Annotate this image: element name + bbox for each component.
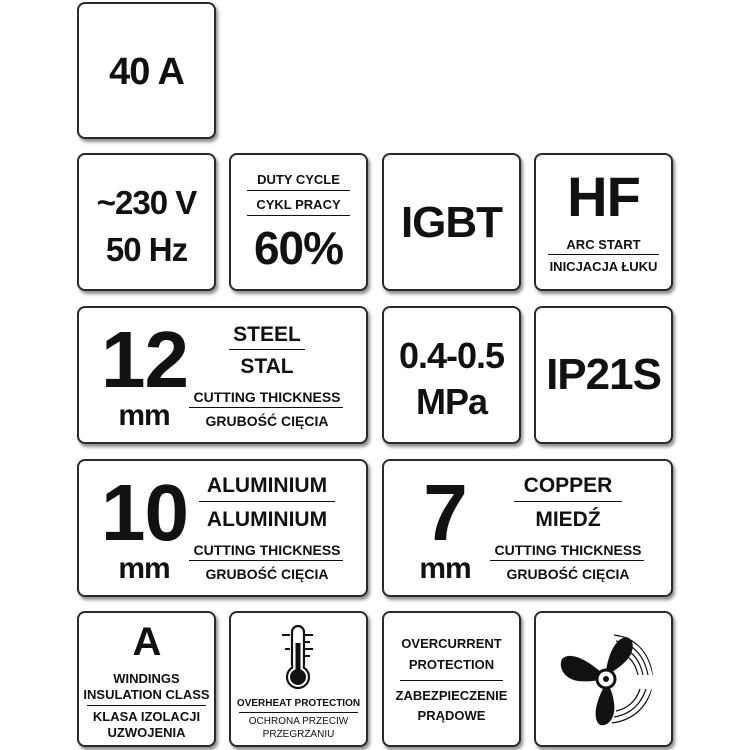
aluminium-divider-1: [199, 501, 335, 502]
aluminium-number: 10: [101, 468, 188, 557]
steel-material-pl: STAL: [240, 355, 294, 378]
pressure-value: 0.4-0.5: [398, 335, 505, 376]
copper-material-pl: MIEDŹ: [535, 508, 601, 531]
steel-divider-2: [189, 407, 343, 408]
copper-caption-pl: GRUBOŚĆ CIĘCIA: [506, 566, 630, 582]
steel-divider-1: [229, 349, 305, 350]
overcurrent-label-en-1: OVERCURRENT: [401, 636, 502, 651]
pressure-tile: [382, 306, 521, 444]
hf-divider: [548, 254, 659, 255]
insulation-value: A: [132, 620, 161, 664]
copper-material-en: COPPER: [523, 474, 613, 497]
copper-tile: [382, 459, 673, 597]
protection-tile: [534, 306, 673, 444]
overheat-tile: [229, 611, 368, 747]
hf-tile: [534, 153, 673, 291]
current-tile: [77, 2, 216, 139]
technology-value: IGBT: [400, 198, 503, 247]
overheat-divider: [239, 712, 358, 713]
steel-tile: [77, 306, 368, 444]
duty-cycle-tile: [229, 153, 368, 291]
supply-tile: [77, 153, 216, 291]
overcurrent-label-pl-2: PRĄDOWE: [417, 708, 486, 723]
technology-tile: [382, 153, 521, 291]
copper-divider-2: [490, 560, 644, 561]
steel-material-en: STEEL: [233, 323, 301, 346]
aluminium-caption-en: CUTTING THICKNESS: [193, 542, 341, 558]
aluminium-divider-2: [189, 560, 343, 561]
copper-caption-en: CUTTING THICKNESS: [494, 542, 642, 558]
duty-cycle-value: 60%: [253, 222, 344, 274]
duty-cycle-divider-1: [247, 190, 350, 191]
fan-icon: [556, 629, 656, 729]
protection-value: IP21S: [546, 350, 661, 399]
supply-frequency: 50 Hz: [105, 231, 188, 268]
overcurrent-tile: [382, 611, 521, 747]
overcurrent-divider: [400, 680, 503, 681]
steel-caption-en: CUTTING THICKNESS: [193, 389, 341, 405]
copper-number: 7: [423, 468, 467, 557]
aluminium-tile: [77, 459, 368, 597]
aluminium-unit: mm: [118, 552, 170, 585]
overcurrent-label-en-2: PROTECTION: [408, 657, 495, 672]
overheat-label-pl-1: OCHRONA PRZECIW: [248, 716, 349, 727]
aluminium-material-en: ALUMINIUM: [206, 474, 328, 497]
aluminium-caption-pl: GRUBOŚĆ CIĘCIA: [205, 566, 329, 582]
duty-cycle-divider-2: [247, 215, 350, 216]
current-value: 40 A: [109, 51, 184, 93]
insulation-label-en-2: INSULATION CLASS: [83, 687, 210, 702]
hf-label-pl: INICJACJA ŁUKU: [549, 259, 658, 274]
duty-cycle-label-en: DUTY CYCLE: [257, 172, 340, 187]
hf-value: HF: [567, 165, 640, 228]
aluminium-material-pl: ALUMINIUM: [206, 508, 328, 531]
insulation-label-en-1: WINDINGS: [113, 671, 180, 686]
steel-number: 12: [101, 315, 188, 404]
cooling-tile: [534, 611, 673, 747]
thermometer-icon: [279, 623, 319, 691]
copper-divider-1: [514, 501, 622, 502]
hf-label-en: ARC START: [566, 237, 641, 252]
supply-voltage: ~230 V: [96, 184, 197, 221]
overcurrent-label-pl-1: ZABEZPIECZENIE: [395, 688, 508, 703]
steel-caption-pl: GRUBOŚĆ CIĘCIA: [205, 413, 329, 429]
insulation-tile: [77, 611, 216, 747]
insulation-label-pl-1: KLASA IZOLACJI: [92, 709, 201, 724]
insulation-divider: [87, 705, 206, 706]
pressure-unit: MPa: [415, 381, 488, 422]
duty-cycle-label-pl: CYKL PRACY: [256, 197, 341, 212]
steel-unit: mm: [118, 399, 170, 432]
insulation-label-pl-2: UZWOJENIA: [107, 725, 186, 740]
overheat-label-pl-2: PRZEGRZANIU: [262, 729, 335, 740]
copper-unit: mm: [419, 552, 471, 585]
overheat-label-en: OVERHEAT PROTECTION: [236, 698, 361, 709]
